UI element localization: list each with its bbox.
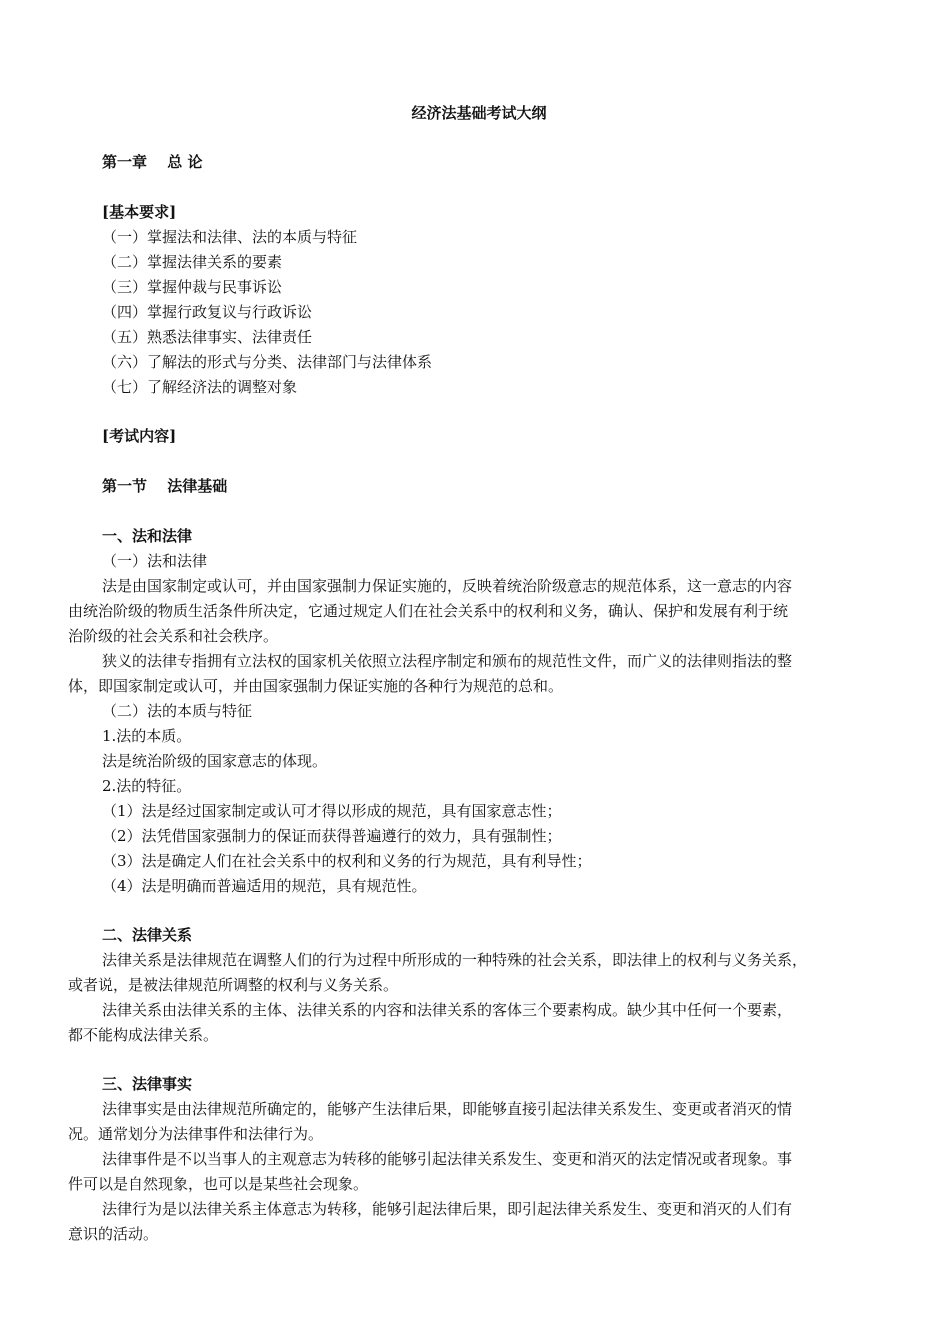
feature-item: （1）法是经过国家制定或认可才得以形成的规范，具有国家意志性； — [102, 802, 562, 820]
numbered-item: 2.法的特征。 — [102, 777, 192, 795]
paragraph-line: 体，即国家制定或认可，并由国家强制力保证实施的各种行为规范的总和。 — [68, 677, 564, 695]
feature-item: （2）法凭借国家强制力的保证而获得普遍遵行的效力，具有强制性； — [102, 827, 562, 845]
numbered-item: 1.法的本质。 — [102, 727, 192, 745]
subsection-heading: （二）法的本质与特征 — [102, 702, 253, 720]
paragraph-line: 治阶级的社会关系和社会秩序。 — [68, 627, 279, 645]
document-title: 经济法基础考试大纲 — [411, 104, 547, 122]
paragraph-line: 狭义的法律专指拥有立法权的国家机关依照立法程序制定和颁布的规范性文件，而广义的法律则指法的整 — [102, 652, 793, 670]
paragraph-line: 法律关系是法律规范在调整人们的行为过程中所形成的一种特殊的社会关系，即法律上的权利与义务关系， — [102, 951, 808, 969]
requirement-item: （二）掌握法律关系的要素 — [102, 253, 283, 271]
paragraph-line: 由统治阶级的物质生活条件所决定，它通过规定人们在社会关系中的权利和义务，确认、保护和发展有利于统 — [68, 602, 789, 620]
requirement-item: （六）了解法的形式与分类、法律部门与法律体系 — [102, 353, 433, 371]
paragraph-line: 意识的活动。 — [68, 1225, 159, 1243]
paragraph-line: 都不能构成法律关系。 — [68, 1026, 219, 1044]
paragraph-line: 法律关系由法律关系的主体、法律关系的内容和法律关系的客体三个要素构成。缺少其中任何一个要素， — [102, 1001, 793, 1019]
chapter-heading: 第一章 总 论 — [102, 153, 203, 171]
section-heading: 第一节 法律基础 — [102, 477, 228, 495]
requirement-item: （七）了解经济法的调整对象 — [102, 378, 298, 396]
requirement-item: （三）掌握仲裁与民事诉讼 — [102, 278, 283, 296]
paragraph-line: 法律事件是不以当事人的主观意志为转移的能够引起法律关系发生、变更和消灭的法定情况或者现象。事 — [102, 1150, 793, 1168]
requirement-item: （五）熟悉法律事实、法律责任 — [102, 328, 313, 346]
exam-content-heading: [考试内容] — [102, 427, 177, 445]
paragraph-line: 件可以是自然现象，也可以是某些社会现象。 — [68, 1175, 369, 1193]
requirement-item: （一）掌握法和法律、法的本质与特征 — [102, 228, 358, 246]
part-heading: 三、法律事实 — [102, 1075, 193, 1093]
part-heading: 二、法律关系 — [102, 926, 193, 944]
paragraph-line: 况。通常划分为法律事件和法律行为。 — [68, 1125, 324, 1143]
feature-item: （4）法是明确而普遍适用的规范，具有规范性。 — [102, 877, 427, 895]
paragraph-line: 法律事实是由法律规范所确定的，能够产生法律后果，即能够直接引起法律关系发生、变更或者消灭的情 — [102, 1100, 793, 1118]
paragraph-line: 法是由国家制定或认可，并由国家强制力保证实施的，反映着统治阶级意志的规范体系，这一意志的内容 — [102, 577, 793, 595]
paragraph-line: 法是统治阶级的国家意志的体现。 — [102, 752, 328, 770]
paragraph-line: 或者说，是被法律规范所调整的权利与义务关系。 — [68, 976, 399, 994]
subsection-heading: （一）法和法律 — [102, 552, 208, 570]
requirement-item: （四）掌握行政复议与行政诉讼 — [102, 303, 313, 321]
feature-item: （3）法是确定人们在社会关系中的权利和义务的行为规范，具有利导性； — [102, 852, 592, 870]
paragraph-line: 法律行为是以法律关系主体意志为转移，能够引起法律后果，即引起法律关系发生、变更和消灭的人们有 — [102, 1200, 793, 1218]
part-heading: 一、法和法律 — [102, 527, 193, 545]
basic-requirements-heading: [基本要求] — [102, 203, 177, 221]
